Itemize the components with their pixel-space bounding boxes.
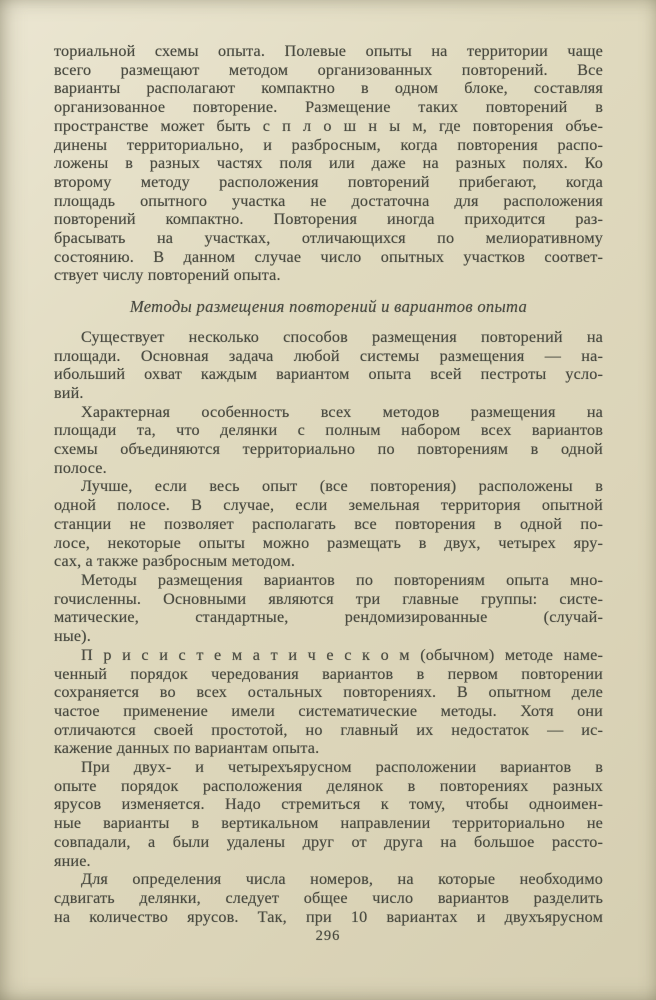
text-line: сах, а также разбросным методом.: [54, 552, 296, 571]
text-line: При двух- и четырехъярусном расположении вариантов в: [81, 758, 603, 777]
paragraph: [54, 42, 603, 285]
text-line: второму методу расположения повторений прибегают, когда: [54, 172, 603, 191]
text-line: варианты располагают компактно в одном блоке, составляя: [54, 79, 603, 98]
text-line: ярусов изменяется. Надо стремиться к тому, чтобы одноимен-: [54, 795, 603, 814]
text-line: одной полосе. В случае, если земельная территория опытной: [54, 496, 603, 515]
text-line: повторений компактно. Повторения иногда приходится раз-: [54, 210, 603, 229]
text-line: организованное повторение. Размещение таких повторений в: [54, 98, 603, 117]
text-line: сдвигать делянки, следует общее число вариантов разделить: [54, 888, 603, 907]
text-line: ториальной схемы опыта. Полевые опыты на территории чаще: [54, 42, 603, 60]
text-line: ные варианты в вертикальном направлении территориально не: [54, 814, 603, 833]
text-line: совпадали, а были удалены друг от друга на большое рассто-: [54, 832, 603, 851]
paragraphs-after-heading: [54, 328, 603, 927]
text-line: станции не позволяет располагать все повторения в одной по-: [54, 514, 603, 533]
text-line: матические, стандартные, рендомизированные (случай-: [54, 608, 603, 627]
text-line: лосе, некоторые опыты можно размещать в двух, четырех яру-: [54, 533, 603, 552]
text-line: полосе.: [54, 458, 107, 477]
paragraph: [54, 571, 603, 646]
text-line: яние.: [54, 851, 91, 870]
text-line: П р и с и с т е м а т и ч е с к о м (обычном) методе наме-: [81, 645, 603, 664]
text-line: Существует несколько способов размещения повторений на: [81, 327, 603, 346]
text-line: площади. Основная задача любой системы размещения — на-: [54, 346, 603, 365]
paragraph: [54, 646, 603, 758]
text-line: частое применение имели систематические методы. Хотя они: [54, 701, 603, 720]
text-line: ствует числу повторений опыта.: [54, 266, 281, 285]
text-line: кажение данных по вариантам опыта.: [54, 739, 320, 758]
text-line: вий.: [54, 383, 84, 402]
text-line: на количество ярусов. Так, при 10 вариантах и двухъярусном: [54, 907, 603, 926]
text-line: сохраняется во всех остальных повторениях. В опытном деле: [54, 683, 603, 702]
text-line: динены территориально, и разбросным, когда повторения распо-: [54, 135, 603, 154]
text-line: Характерная особенность всех методов размещения на: [81, 402, 603, 421]
paragraph: [54, 403, 603, 478]
text-line: ложены в разных частях поля или даже на разных полях. Ко: [54, 154, 603, 173]
paragraph: [54, 758, 603, 870]
text-line: площади та, что делянки с полным набором всех вариантов: [54, 421, 603, 440]
text-line: ченный порядок чередования вариантов в первом повторении: [54, 664, 603, 683]
text-line: пространстве может быть с п л о ш н ы м, где повторения объе-: [54, 116, 603, 135]
text-line: Для определения числа номеров, на которые необходимо: [81, 870, 603, 889]
text-line: ные).: [54, 627, 91, 646]
text-line: Методы размещения вариантов по повторениям опыта мно-: [81, 570, 603, 589]
text-line: опыте порядок расположения делянок в повторениях разных: [54, 776, 603, 795]
text-line: Лучше, если весь опыт (все повторения) расположены в: [81, 477, 603, 496]
text-line: схемы объединяются территориально по повторениям в одной: [54, 440, 603, 459]
text-line: площадь опытного участка не достаточна для расположения: [54, 191, 603, 210]
text-line: ибольший охват каждым вариантом опыта всей пестроты усло-: [54, 365, 603, 384]
page-number: 296: [315, 928, 341, 944]
text-line: состоянию. В данном случае число опытных участков соответ-: [54, 247, 603, 266]
text-block: [54, 42, 603, 926]
paragraphs-before-heading: [54, 42, 603, 285]
text-line: всего размещают методом организованных повторений. Все: [54, 60, 603, 79]
section-heading: Методы размещения повторений и вариантов опыта: [129, 297, 528, 317]
paragraph: [54, 870, 603, 926]
paragraph: [54, 328, 603, 403]
paragraph: [54, 477, 603, 571]
text-line: гочисленны. Основными являются три главные группы: систе-: [54, 589, 603, 608]
text-line: брасывать на участках, отличающихся по мелиоративному: [54, 229, 603, 248]
text-line: отличаются своей простотой, но главный их недостаток — ис-: [54, 720, 603, 739]
